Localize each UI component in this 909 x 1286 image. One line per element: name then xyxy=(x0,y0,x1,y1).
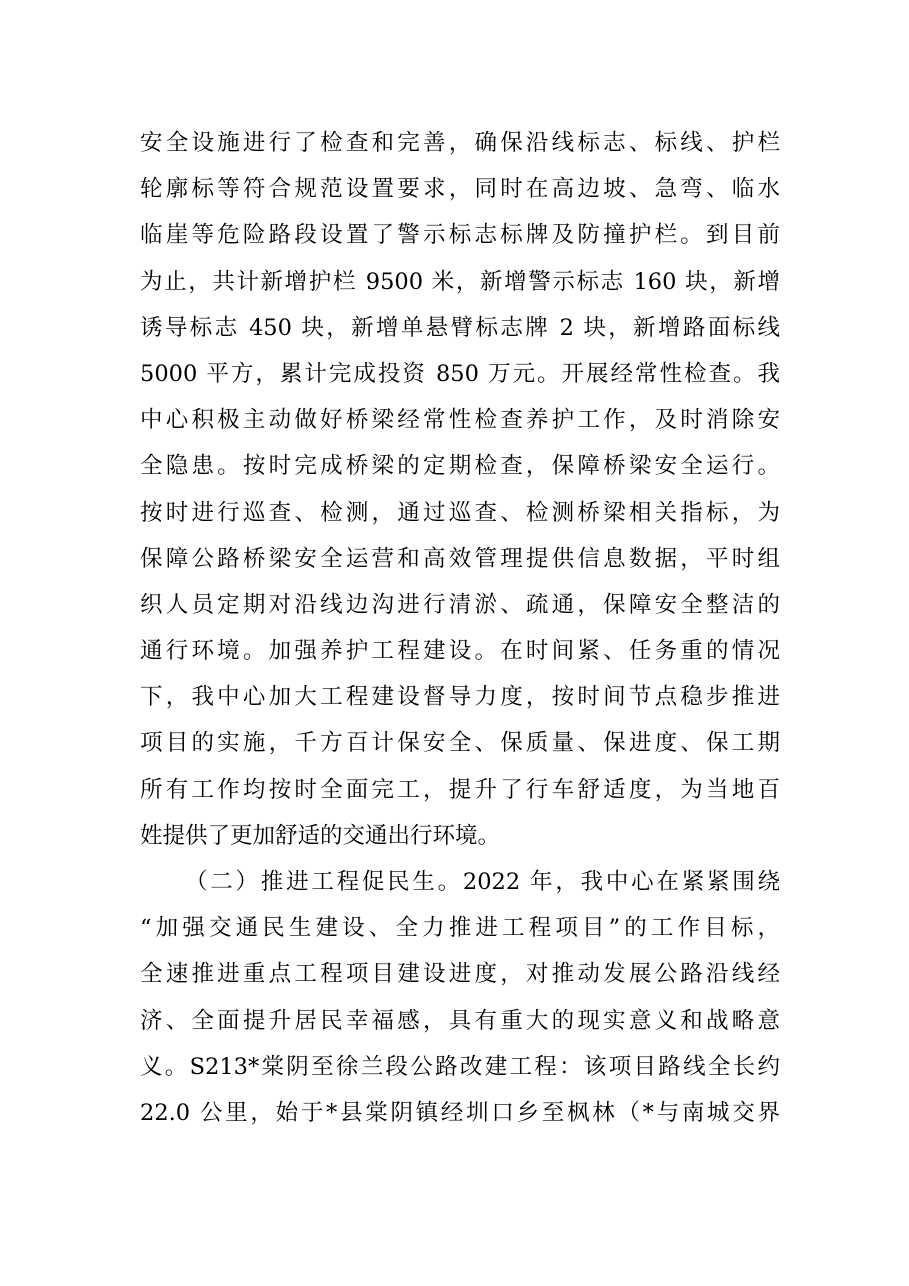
text-line: 项目的实施，千方百计保安全、保质量、保进度、保工期 xyxy=(140,730,780,757)
text-line: 全速推进重点工程项目建设进度，对推动发展公路沿线经 xyxy=(140,961,780,988)
text-line: 安全设施进行了检查和完善，确保沿线标志、标线、护栏 xyxy=(140,130,780,156)
text-line: 轮廓标等符合规范设置要求，同时在高边坡、急弯、临水 xyxy=(140,176,780,203)
text-line: 临崖等危险路段设置了警示标志标牌及防撞护栏。到目前 xyxy=(140,222,780,249)
text-line: 5000 平方，累计完成投资 850 万元。开展经常性检查。我 xyxy=(140,360,780,387)
text-line: 诱导标志 450 块，新增单悬臂标志牌 2 块，新增路面标线 xyxy=(140,314,780,341)
text-line: 济、全面提升居民幸福感，具有重大的现实意义和战略意 xyxy=(140,1007,780,1034)
text-line: 织人员定期对沿线边沟进行清淤、疏通，保障安全整洁的 xyxy=(140,591,780,618)
paragraph-end-line: 姓提供了更加舒适的交通出行环境。 xyxy=(140,822,501,849)
text-line: 通行环境。加强养护工程建设。在时间紧、任务重的情况 xyxy=(140,638,780,665)
text-line: 按时进行巡查、检测，通过巡查、检测桥梁相关指标，为 xyxy=(140,499,780,526)
text-line: 全隐患。按时完成桥梁的定期检查，保障桥梁安全运行。 xyxy=(140,453,780,480)
text-line: 所有工作均按时全面完工，提升了行车舒适度，为当地百 xyxy=(140,776,780,803)
section-heading-line: （二）推进工程促民生。2022 年，我中心在紧紧围绕 xyxy=(185,869,780,895)
text-line: 中心积极主动做好桥梁经常性检查养护工作，及时消除安 xyxy=(140,407,780,434)
text-line: 为止，共计新增护栏 9500 米，新增警示标志 160 块，新增 xyxy=(140,268,780,295)
text-line: 保障公路桥梁安全运营和高效管理提供信息数据，平时组 xyxy=(140,545,780,572)
text-line: 义。S213*棠阴至徐兰段公路改建工程：该项目路线全长约 xyxy=(140,1053,780,1080)
text-line: “加强交通民生建设、全力推进工程项目”的工作目标， xyxy=(140,915,780,942)
text-line: 下，我中心加大工程建设督导力度，按时间节点稳步推进 xyxy=(140,684,780,711)
text-line: 22.0 公里，始于*县棠阴镇经圳口乡至枫林（*与南城交界 xyxy=(140,1099,780,1126)
body-text xyxy=(140,120,780,1136)
